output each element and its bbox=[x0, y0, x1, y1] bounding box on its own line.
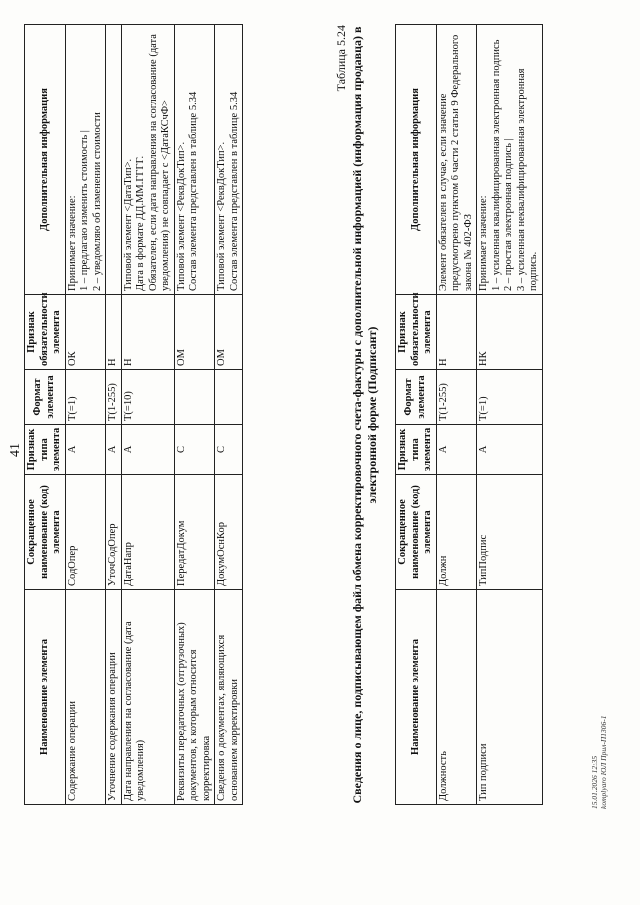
cell-info bbox=[215, 25, 243, 295]
info-line: Состав элемента представлен в таблице 5.34 bbox=[188, 91, 199, 291]
header-mandatory: Признак обязательности элемента bbox=[396, 295, 437, 370]
header-info: Дополнительная информация bbox=[396, 25, 437, 295]
cell-type: А bbox=[436, 425, 477, 475]
cell-name: Сведения о документах, являющихся основанием корректировки bbox=[215, 590, 243, 805]
table-row bbox=[65, 25, 106, 805]
cell-code: ПередатДокум bbox=[174, 475, 215, 590]
info-line: Принимает значение: bbox=[66, 195, 78, 291]
table-row bbox=[436, 25, 477, 805]
cell-info bbox=[121, 25, 174, 295]
cell-type: А bbox=[477, 425, 543, 475]
info-line: 2 – простая электронная подпись | bbox=[503, 138, 514, 291]
cell-type: С bbox=[215, 425, 243, 475]
header-name: Наименование элемента bbox=[25, 590, 66, 805]
table-caption: Сведения о лице, подписывающем файл обмена корректировочного счета-фактуры с дополнительной информацией (информация продавца) в электронной форме (Подписант) bbox=[350, 26, 379, 804]
cell-format bbox=[174, 370, 215, 425]
info-line: 3 – усиленная неквалифицированная электронная подпись. bbox=[515, 68, 539, 291]
cell-mandatory: ОК bbox=[65, 295, 106, 370]
cell-mandatory: ОМ bbox=[215, 295, 243, 370]
cell-mandatory: НК bbox=[477, 295, 543, 370]
cell-code: ДокумОснКор bbox=[215, 475, 243, 590]
cell-mandatory: Н bbox=[436, 295, 477, 370]
table1-header-row bbox=[25, 25, 66, 805]
cell-type: А bbox=[106, 425, 122, 475]
cell-type: С bbox=[174, 425, 215, 475]
header-short: Сокращенное наименование (код) элемента bbox=[396, 475, 437, 590]
cell-code: Должн bbox=[436, 475, 477, 590]
table-signer bbox=[395, 24, 543, 805]
table-row bbox=[477, 25, 543, 805]
footer-ref: komplyaro ЮЛ Прил-П1306-1 bbox=[599, 715, 608, 809]
footer-date: 15.01.2026 12:35 bbox=[590, 755, 599, 809]
cell-format: T(1-255) bbox=[106, 370, 122, 425]
cell-type: А bbox=[65, 425, 106, 475]
page-number: 41 bbox=[8, 443, 23, 457]
cell-format: T(=10) bbox=[121, 370, 174, 425]
header-mandatory: Признак обязательности элемента bbox=[25, 295, 66, 370]
header-format: Формат элемента bbox=[396, 370, 437, 425]
info-line: Принимает значение: bbox=[478, 195, 489, 291]
header-type: Признак типа элемента bbox=[396, 425, 437, 475]
header-format: Формат элемента bbox=[25, 370, 66, 425]
header-info: Дополнительная информация bbox=[25, 25, 66, 295]
cell-info bbox=[106, 25, 122, 295]
table-elements-main bbox=[24, 24, 243, 805]
cell-info bbox=[174, 25, 215, 295]
cell-code: ДатаНапр bbox=[121, 475, 174, 590]
info-line: Дата в формате ДД.ММ.ГГГГ. bbox=[135, 155, 146, 291]
cell-mandatory: Н bbox=[121, 295, 174, 370]
cell-info bbox=[436, 25, 477, 295]
cell-format: T(=1) bbox=[65, 370, 106, 425]
info-line: Элемент обязателен в случае, если значение предусмотрено пунктом 6 части 2 статьи 9 Федерального закона № 402-ФЗ bbox=[437, 34, 474, 291]
header-type: Признак типа элемента bbox=[25, 425, 66, 475]
cell-format bbox=[215, 370, 243, 425]
info-line: 1 – предлагаю изменить стоимость | bbox=[79, 130, 90, 291]
cell-code: УточСодОпер bbox=[106, 475, 122, 590]
info-line: 2 – уведомляю об изменении стоимости bbox=[91, 112, 103, 291]
cell-name: Уточнение содержания операции bbox=[106, 590, 122, 805]
table-row bbox=[215, 25, 243, 805]
table-row bbox=[174, 25, 215, 805]
table-number: Таблица 5.24 bbox=[334, 25, 348, 92]
cell-name: Содержание операции bbox=[65, 590, 106, 805]
table-row bbox=[121, 25, 174, 805]
cell-format: T(=1) bbox=[477, 370, 543, 425]
cell-info bbox=[477, 25, 543, 295]
footer-stamp bbox=[590, 609, 608, 809]
cell-format: T(1-255) bbox=[436, 370, 477, 425]
header-short: Сокращенное наименование (код) элемента bbox=[25, 475, 66, 590]
cell-mandatory: Н bbox=[106, 295, 122, 370]
cell-name: Должность bbox=[436, 590, 477, 805]
table-row bbox=[106, 25, 122, 805]
header-name: Наименование элемента bbox=[396, 590, 437, 805]
cell-type: А bbox=[121, 425, 174, 475]
table2-header-row bbox=[396, 25, 437, 805]
cell-code: ТипПодпис bbox=[477, 475, 543, 590]
info-line: Типовой элемент <ДатаТип>. bbox=[122, 158, 134, 291]
info-line: 1 – усиленная квалифицированная электронная подпись bbox=[490, 39, 502, 291]
cell-mandatory: ОМ bbox=[174, 295, 215, 370]
cell-name: Дата направления на согласование (дата уведомления) bbox=[121, 590, 174, 805]
cell-name: Реквизиты передаточных (отгрузочных) документов, к которым относится корректировка bbox=[174, 590, 215, 805]
info-line: Типовой элемент <РеквДокТип>. bbox=[175, 141, 187, 291]
info-line: Типовой элемент <РеквДокТип>. bbox=[216, 141, 227, 291]
info-line: Состав элемента представлен в таблице 5.34 bbox=[228, 91, 240, 291]
info-line: Обязателен, если дата направления на согласование (дата уведомления) не совпадает с <ДатаКСчФ> bbox=[147, 34, 171, 291]
cell-name: Тип подписи bbox=[477, 590, 543, 805]
cell-code: СодОпер bbox=[65, 475, 106, 590]
cell-info bbox=[65, 25, 106, 295]
